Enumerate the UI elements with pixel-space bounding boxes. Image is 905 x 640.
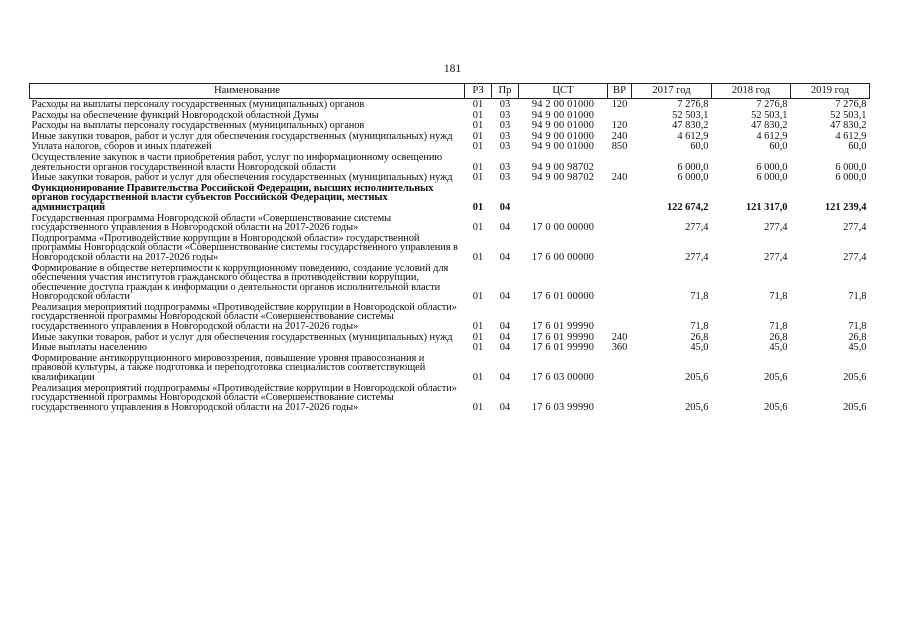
cell-y2019: 45,0 xyxy=(848,342,867,354)
cell-cst: 94 9 00 98702 xyxy=(531,161,595,173)
cell-rz: 01 xyxy=(472,291,484,303)
cell-vr: 240 xyxy=(611,172,628,184)
cell-y2017: 277,4 xyxy=(685,251,709,263)
cell-cst: 17 6 01 99990 xyxy=(531,342,595,354)
cell-cst: 17 6 00 00000 xyxy=(531,251,595,263)
cell-vr xyxy=(608,233,632,263)
cell-vr: 360 xyxy=(611,342,628,354)
cell-y2017: 6 000,0 xyxy=(677,161,709,173)
cell-rz: 01 xyxy=(472,251,484,263)
cell-vr xyxy=(608,110,632,121)
table-row xyxy=(30,120,870,131)
cell-y2018: 7 276,8 xyxy=(756,99,788,110)
cell-y2019: 277,4 xyxy=(843,251,867,263)
cell-y2017: 277,4 xyxy=(685,222,709,234)
cell-name: Иные закупки товаров, работ и услуг для обеспечения государственных (муниципальных) нужд xyxy=(31,130,453,142)
cell-rz: 01 xyxy=(472,342,484,354)
cell-rz: 01 xyxy=(472,141,484,153)
cell-rz: 01 xyxy=(472,109,484,121)
page-number: 181 xyxy=(443,63,462,75)
cell-cst: 94 9 00 01000 xyxy=(531,130,595,142)
table-row xyxy=(30,183,870,213)
cell-y2017: 205,6 xyxy=(685,372,709,384)
cell-y2019: 7 276,8 xyxy=(835,99,867,110)
cell-name: Формирование в обществе нетерпимости к коррупционному поведению, создание условий для обеспечения участия институтов гражданского общества в противодействии коррупции, обеспечение доступа граждан к информации о деятельности органов исполнительной власти Новгородской области xyxy=(31,262,449,303)
cell-y2017: 7 276,8 xyxy=(677,99,709,110)
cell-pr: 04 xyxy=(499,251,511,263)
cell-y2019: 277,4 xyxy=(843,222,867,234)
cell-name: Реализация мероприятий подпрограммы «Противодействие коррупции в Новгородской области» государственной программы Новгородской области «Совершенствование системы государственного управления в Новгородской области на 2017-2026 годы» xyxy=(31,301,457,333)
cell-y2019: 26,8 xyxy=(848,331,867,343)
cell-y2017: 71,8 xyxy=(690,321,709,333)
cell-cst: 94 2 00 01000 xyxy=(531,99,595,110)
cell-cst: 17 6 01 00000 xyxy=(531,291,595,303)
cell-y2019: 205,6 xyxy=(843,401,867,413)
cell-y2019: 6 000,0 xyxy=(835,161,867,173)
cell-y2019: 205,6 xyxy=(843,372,867,384)
cell-y2017: 52 503,1 xyxy=(672,109,709,121)
cell-name: Иные закупки товаров, работ и услуг для обеспечения государственных (муниципальных) нужд xyxy=(31,172,453,184)
cell-name: Подпрограмма «Противодействие коррупции в Новгородской области» государственной программы Новгородской области «Совершенствование системы государственного управления в Новгородской области на 2017-2026 годы» xyxy=(31,232,458,263)
cell-y2019: 4 612,9 xyxy=(835,130,867,142)
cell-y2018: 26,8 xyxy=(769,331,788,343)
table-row xyxy=(30,353,870,383)
table-row xyxy=(30,110,870,121)
cell-vr xyxy=(608,353,632,383)
table-row xyxy=(30,131,870,142)
cell-y2019: 71,8 xyxy=(848,321,867,333)
cell-name: Функционирование Правительства Российской Федерации, высших исполнительных органов государственной власти субъектов Российской Федерации, местных администраций xyxy=(31,182,434,213)
cell-y2017: 4 612,9 xyxy=(677,130,709,142)
cell-y2017: 122 674,2 xyxy=(666,201,709,213)
cell-pr: 04 xyxy=(499,372,511,384)
cell-y2018: 6 000,0 xyxy=(756,161,788,173)
cell-vr: 240 xyxy=(611,331,628,343)
table-body xyxy=(30,99,870,413)
cell-y2017: 47 830,2 xyxy=(672,120,709,132)
cell-cst: 17 0 00 00000 xyxy=(531,222,595,234)
cell-pr: 04 xyxy=(499,321,511,333)
cell-y2018: 205,6 xyxy=(764,401,788,413)
cell-rz: 01 xyxy=(472,161,484,173)
table-row xyxy=(30,342,870,353)
cell-rz: 01 xyxy=(472,331,484,343)
cell-y2018: 121 317,0 xyxy=(745,201,788,213)
cell-y2017: 60,0 xyxy=(690,141,709,153)
cell-name: Осуществление закупок в части приобретения работ, услуг по информационному освещению деятельности органов государственной власти Новгородской области xyxy=(31,151,443,173)
cell-name: Расходы на обеспечение функций Новгородской областной Думы xyxy=(31,109,319,121)
cell-pr: 04 xyxy=(499,401,511,413)
cell-y2019: 71,8 xyxy=(848,291,867,303)
cell-y2018: 71,8 xyxy=(769,321,788,333)
cell-rz: 01 xyxy=(472,201,484,213)
cell-y2017: 45,0 xyxy=(690,342,709,354)
cell-name: Формирование антикоррупционного мировоззрения, повышение уровня правосознания и правовой культуры, а также подготовка и переподготовка специалистов соответствующей квалификации xyxy=(31,352,426,384)
header-rz: РЗ xyxy=(465,84,492,99)
cell-pr: 04 xyxy=(499,201,511,213)
cell-vr xyxy=(608,152,632,172)
cell-rz: 01 xyxy=(472,401,484,413)
cell-pr: 03 xyxy=(499,161,511,173)
cell-y2017: 6 000,0 xyxy=(677,172,709,184)
table-row xyxy=(30,172,870,183)
cell-name: Государственная программа Новгородской области «Совершенствование системы государственного управления в Новгородской области на 2017-2026 годы» xyxy=(31,212,392,234)
cell-cst: 17 6 01 99990 xyxy=(531,321,595,333)
cell-y2018: 277,4 xyxy=(764,222,788,234)
cell-y2019: 6 000,0 xyxy=(835,172,867,184)
cell-y2018: 47 830,2 xyxy=(751,120,788,132)
cell-cst: 17 6 01 99990 xyxy=(531,331,595,343)
cell-pr: 03 xyxy=(499,120,511,132)
cell-pr: 04 xyxy=(499,342,511,354)
cell-name: Иные закупки товаров, работ и услуг для обеспечения государственных (муниципальных) нужд xyxy=(31,331,453,343)
cell-y2018: 6 000,0 xyxy=(756,172,788,184)
cell-y2018: 277,4 xyxy=(764,251,788,263)
table-row xyxy=(30,141,870,152)
header-cst: ЦСТ xyxy=(519,84,608,99)
cell-vr: 850 xyxy=(611,141,628,153)
cell-name: Реализация мероприятий подпрограммы «Противодействие коррупции в Новгородской области» государственной программы Новгородской области «Совершенствование системы государственного управления в Новгородской области на 2017-2026 годы» xyxy=(31,382,457,413)
cell-y2018: 60,0 xyxy=(769,141,788,153)
cell-vr: 120 xyxy=(611,99,628,110)
cell-y2018: 205,6 xyxy=(764,372,788,384)
header-name: Наименование xyxy=(30,84,465,99)
cell-pr: 04 xyxy=(499,222,511,234)
cell-name: Расходы на выплаты персоналу государственных (муниципальных) органов xyxy=(31,99,365,110)
table-row xyxy=(30,99,870,110)
table-row xyxy=(30,233,870,263)
table-row xyxy=(30,332,870,343)
cell-y2018: 4 612,9 xyxy=(756,130,788,142)
table-row xyxy=(30,213,870,233)
table-row xyxy=(30,302,870,332)
cell-y2018: 52 503,1 xyxy=(751,109,788,121)
cell-y2019: 121 239,4 xyxy=(824,201,867,213)
cell-y2017: 205,6 xyxy=(685,401,709,413)
cell-y2019: 60,0 xyxy=(848,141,867,153)
cell-vr xyxy=(608,263,632,302)
cell-rz: 01 xyxy=(472,172,484,184)
cell-vr xyxy=(608,383,632,413)
table-header-row xyxy=(30,84,870,99)
table-row xyxy=(30,263,870,302)
cell-y2019: 47 830,2 xyxy=(830,120,867,132)
cell-pr: 03 xyxy=(499,130,511,142)
header-2017: 2017 год xyxy=(632,84,712,99)
cell-rz: 01 xyxy=(472,120,484,132)
cell-pr: 04 xyxy=(499,331,511,343)
cell-vr xyxy=(608,302,632,332)
cell-cst: 94 9 00 98702 xyxy=(531,172,595,184)
cell-y2019: 52 503,1 xyxy=(830,109,867,121)
header-2018: 2018 год xyxy=(712,84,791,99)
cell-cst: 17 6 03 00000 xyxy=(531,372,595,384)
cell-vr xyxy=(608,213,632,233)
cell-pr: 03 xyxy=(499,141,511,153)
cell-pr: 03 xyxy=(499,109,511,121)
cell-vr: 240 xyxy=(611,130,628,142)
cell-vr: 120 xyxy=(611,120,628,132)
cell-cst xyxy=(519,183,608,213)
cell-name: Расходы на выплаты персоналу государственных (муниципальных) органов xyxy=(31,120,365,132)
cell-rz: 01 xyxy=(472,222,484,234)
budget-table xyxy=(29,83,870,412)
cell-rz: 01 xyxy=(472,321,484,333)
cell-vr xyxy=(608,183,632,213)
cell-cst: 94 9 00 01000 xyxy=(531,109,595,121)
header-vr: ВР xyxy=(608,84,632,99)
cell-cst: 94 9 00 01000 xyxy=(531,141,595,153)
header-2019: 2019 год xyxy=(791,84,870,99)
cell-rz: 01 xyxy=(472,130,484,142)
cell-pr: 03 xyxy=(499,99,511,110)
cell-pr: 03 xyxy=(499,172,511,184)
cell-rz: 01 xyxy=(472,99,484,110)
cell-y2017: 26,8 xyxy=(690,331,709,343)
cell-y2017: 71,8 xyxy=(690,291,709,303)
table-row xyxy=(30,152,870,172)
table-row xyxy=(30,383,870,413)
cell-y2018: 45,0 xyxy=(769,342,788,354)
header-pr: Пр xyxy=(492,84,519,99)
cell-rz: 01 xyxy=(472,372,484,384)
cell-y2018: 71,8 xyxy=(769,291,788,303)
cell-cst: 17 6 03 99990 xyxy=(531,401,595,413)
cell-pr: 04 xyxy=(499,291,511,303)
cell-cst: 94 9 00 01000 xyxy=(531,120,595,132)
cell-name: Иные выплаты населению xyxy=(31,342,147,354)
cell-name: Уплата налогов, сборов и иных платежей xyxy=(31,141,212,153)
